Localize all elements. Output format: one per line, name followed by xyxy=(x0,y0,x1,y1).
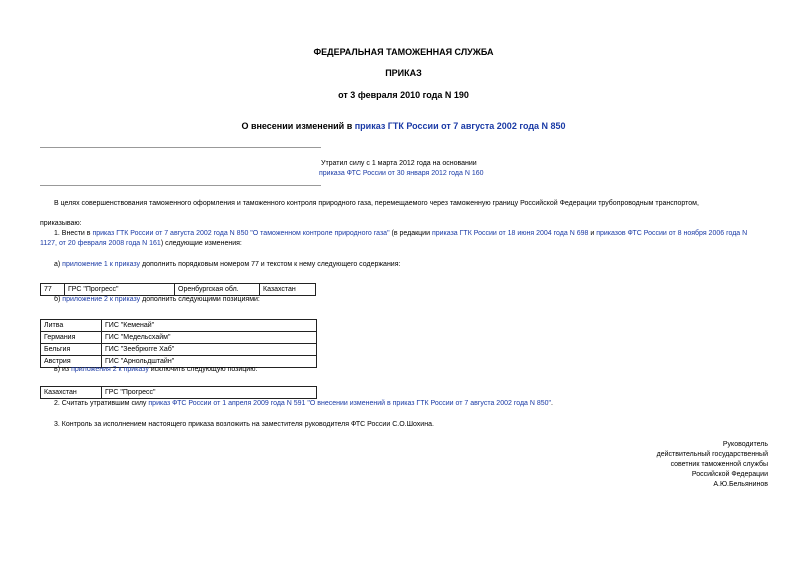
signature-line2: действительный государственный xyxy=(656,451,768,458)
table-row xyxy=(41,387,317,399)
item-a-prefix: а) xyxy=(54,261,63,268)
paragraph-2 xyxy=(54,400,553,407)
document-date-number: от 3 февраля 2010 года N 190 xyxy=(338,90,469,100)
signature-line4: Российской Федерации xyxy=(691,471,768,478)
paragraph-1-line2 xyxy=(40,240,242,247)
table-row xyxy=(41,332,317,344)
p2-link-order-591[interactable]: приказ ФТС России от 1 апреля 2009 года N 591 "О внесении изменений в приказ ГТК России от 7 августа 2002 года N 850" xyxy=(148,400,552,407)
table-cell: Оренбургская обл. xyxy=(175,284,260,296)
table-cell: Казахстан xyxy=(260,284,316,296)
order-word: приказываю: xyxy=(40,220,82,227)
table-cell: 77 xyxy=(41,284,65,296)
p1-link-orders-fts[interactable]: приказов ФТС России от 8 ноября 2006 года N xyxy=(596,230,748,237)
item-v-link[interactable]: приложения 2 к приказу xyxy=(71,366,149,373)
table-cell: Австрия xyxy=(41,356,102,368)
paragraph-3: 3. Контроль за исполнением настоящего приказа возложить на заместителя руководителя ФТС России С.О.Шохина. xyxy=(54,421,434,428)
table-cell: Германия xyxy=(41,332,102,344)
signature-line1: Руководитель xyxy=(722,441,768,448)
table-appendix-2-add xyxy=(40,319,317,368)
item-b-prefix: б) xyxy=(54,296,63,303)
table-cell: ГИС "Зеебрюгге Хаб" xyxy=(102,344,317,356)
item-b-text: дополнить следующими позициями: xyxy=(140,296,260,303)
preamble-text: В целях совершенствования таможенного оформления и таможенного контроля природного газа, перемещаемого через таможенную границу Российской Федерации трубопроводным транспортом, xyxy=(54,200,699,207)
table-cell: ГИС "Арнольдштайн" xyxy=(102,356,317,368)
p1-link-order-850[interactable]: приказ ГТК России от 7 августа 2002 года N 850 "О таможенном контроле природного газа" xyxy=(92,230,390,237)
p1-link-orders-fts-cont[interactable]: 1127, от 20 февраля 2008 года N 161 xyxy=(40,240,161,247)
document-type: ПРИКАЗ xyxy=(385,68,422,78)
table-cell: Казахстан xyxy=(41,387,102,399)
divider-top xyxy=(40,147,321,148)
title-link[interactable]: приказ ГТК России от 7 августа 2002 года N 850 xyxy=(354,121,566,131)
table-appendix-2-remove xyxy=(40,386,317,399)
item-b xyxy=(54,296,260,303)
signature-line5: А.Ю.Бельянинов xyxy=(713,481,768,488)
divider-bottom xyxy=(40,185,321,186)
table-cell: ГРС "Прогресс" xyxy=(65,284,175,296)
item-a xyxy=(54,261,400,268)
p1-link-order-698[interactable]: приказа ГТК России от 18 июня 2004 года N 698 xyxy=(431,230,589,237)
table-row xyxy=(41,320,317,332)
table-row xyxy=(41,284,316,296)
table-appendix-1 xyxy=(40,283,316,296)
status-note-link[interactable]: приказа ФТС России от 30 января 2012 года N 160 xyxy=(319,170,484,177)
p1-text-d: ) следующие изменения: xyxy=(160,240,242,247)
item-v xyxy=(54,366,257,373)
p1-text-c: и xyxy=(588,230,597,237)
signature-line3: советник таможенной службы xyxy=(670,461,768,468)
item-a-text: дополнить порядковым номером 77 и текстом к нему следующего содержания: xyxy=(140,261,401,268)
agency-heading: ФЕДЕРАЛЬНАЯ ТАМОЖЕННАЯ СЛУЖБА xyxy=(313,47,494,57)
table-row xyxy=(41,344,317,356)
p1-text-b: (в редакции xyxy=(389,230,432,237)
item-v-prefix: в) из xyxy=(54,366,72,373)
table-cell: ГИС "Медельсхайм" xyxy=(102,332,317,344)
item-v-text: исключить следующую позицию: xyxy=(148,366,258,373)
table-cell: Бельгия xyxy=(41,344,102,356)
table-cell: ГРС "Прогресс" xyxy=(102,387,317,399)
p2-text-a: 2. Считать утратившим силу xyxy=(54,400,149,407)
table-cell: Литва xyxy=(41,320,102,332)
title-prefix: О внесении изменений в xyxy=(241,121,355,131)
item-b-link[interactable]: приложение 2 к приказу xyxy=(62,296,141,303)
p2-text-b: . xyxy=(551,400,553,407)
status-note-line1: Утратил силу с 1 марта 2012 года на основании xyxy=(321,160,477,167)
table-cell: ГИС "Кеменай" xyxy=(102,320,317,332)
document-title xyxy=(0,121,807,131)
p1-text-a: 1. Внести в xyxy=(54,230,93,237)
paragraph-1-line1 xyxy=(54,230,747,237)
item-a-link[interactable]: приложение 1 к приказу xyxy=(62,261,141,268)
